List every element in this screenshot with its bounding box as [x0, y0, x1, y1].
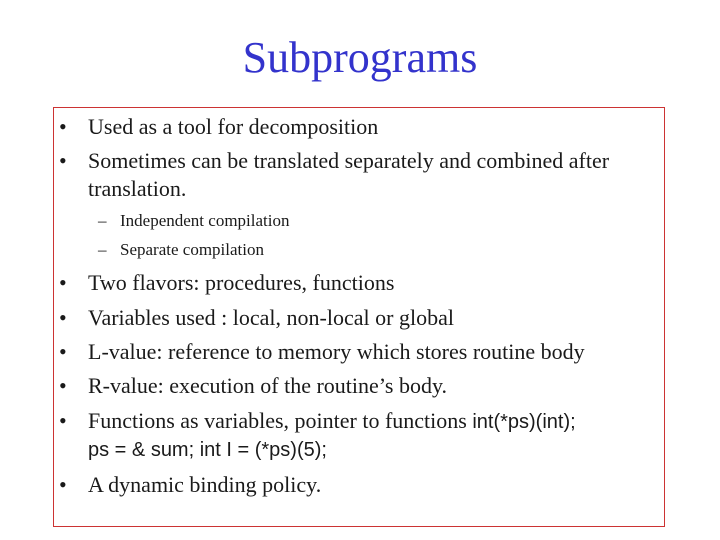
bullet-text: Sometimes can be translated separately and combined after: [88, 148, 610, 173]
bullet-marker: •: [59, 270, 67, 295]
bullet-marker: •: [59, 305, 67, 330]
slide-title: Subprograms: [242, 33, 478, 82]
bullet-marker: •: [59, 373, 67, 398]
bullet-marker: •: [59, 114, 67, 139]
bullet-marker: •: [59, 408, 67, 433]
sub-bullet-marker: –: [98, 240, 107, 259]
bullet-text: R-value: execution of the routine’s body.: [88, 373, 448, 398]
sub-bullet-marker: –: [98, 211, 107, 230]
bullet-text-continuation: translation.: [88, 176, 187, 201]
sub-bullet-text: Separate compilation: [120, 240, 264, 259]
code-snippet: int(*ps)(int);: [472, 411, 576, 433]
bullet-marker: •: [59, 148, 67, 173]
bullet-text: Used as a tool for decomposition: [88, 114, 379, 139]
bullet-text-functions: [88, 408, 576, 435]
bullet-text: Variables used : local, non-local or global: [88, 305, 454, 330]
sub-bullet-text: Independent compilation: [120, 211, 290, 230]
bullet-text: A dynamic binding policy.: [88, 472, 322, 497]
bullet-text: L-value: reference to memory which stores routine body: [88, 339, 585, 364]
bullet-text: Functions as variables, pointer to functions: [88, 408, 473, 433]
bullet-marker: •: [59, 339, 67, 364]
bullet-marker: •: [59, 472, 67, 497]
bullet-text: Two flavors: procedures, functions: [88, 270, 395, 295]
code-snippet-continuation: ps = & sum; int I = (*ps)(5);: [88, 439, 327, 461]
